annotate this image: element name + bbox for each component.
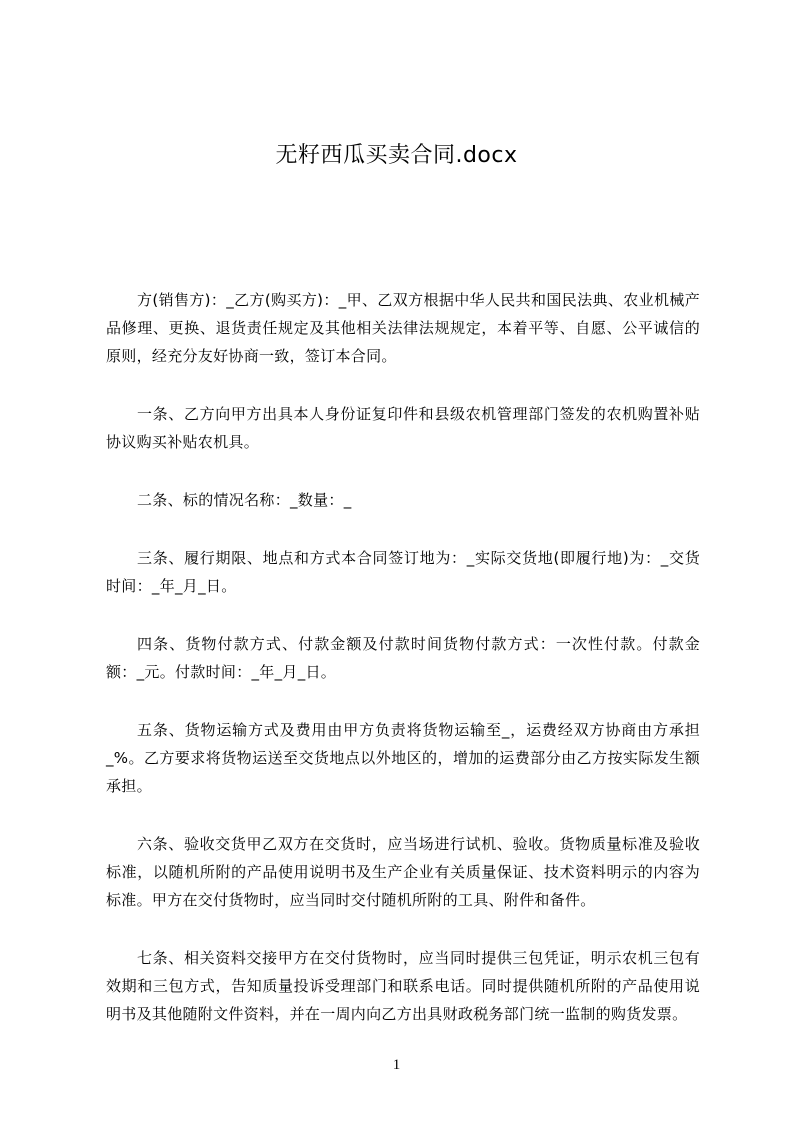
document-body [106, 286, 700, 1058]
paragraph-article-6: 六条、验收交货甲乙双方在交货时，应当场进行试机、验收。货物质量标准及验收标准，以随机所附的产品使用说明书及生产企业有关质量保证、技术资料明示的内容为标准。甲方在交付货物时，应当同时交付随机所附的工具、附件和备件。 [106, 835, 700, 909]
document-title: 无籽西瓜买卖合同.docx [275, 143, 518, 168]
page-number: 1 [392, 1057, 401, 1073]
paragraph-article-5: 五条、货物运输方式及费用由甲方负责将货物运输至_，运费经双方协商由方承担_%。乙方要求将货物运送至交货地点以外地区的，增加的运费部分由乙方按实际发生额承担。 [106, 721, 700, 795]
paragraph-article-1: 一条、乙方向甲方出具本人身份证复印件和县级农机管理部门签发的农机购置补贴协议购买补贴农机具。 [106, 405, 700, 451]
paragraph-article-2: 二条、标的情况名称：_数量：_ [137, 491, 352, 509]
paragraph-article-3: 三条、履行期限、地点和方式本合同签订地为：_实际交货地(即履行地)为：_交货时间：_年_月_日。 [106, 549, 700, 595]
paragraph-preamble: 方(销售方)：_乙方(购买方)：_甲、乙双方根据中华人民共和国民法典、农业机械产品修理、更换、退货责任规定及其他相关法律法规规定，本着平等、自愿、公平诚信的原则，经充分友好协商一致，签订本合同。 [106, 291, 700, 365]
paragraph-article-7: 七条、相关资料交接甲方在交付货物时，应当同时提供三包凭证，明示农机三包有效期和三包方式，告知质量投诉受理部门和联系电话。同时提供随机所附的产品使用说明书及其他随附文件资料，并在一周内向乙方出具财政税务部门统一监制的购货发票。 [106, 949, 700, 1023]
paragraph-article-4: 四条、货物付款方式、付款金额及付款时间货物付款方式：一次性付款。付款金额：_元。付款时间：_年_月_日。 [106, 635, 700, 681]
